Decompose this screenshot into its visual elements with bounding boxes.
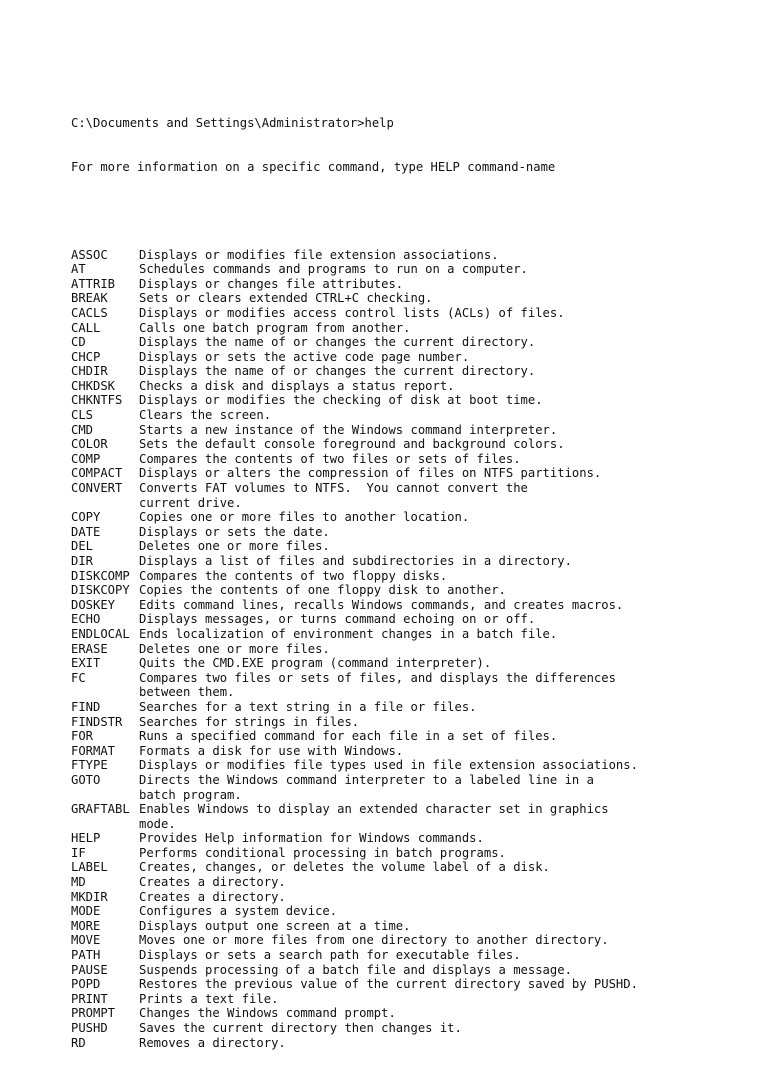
command-description-line: Displays or sets a search path for executable files. bbox=[139, 948, 521, 963]
command-description-line: mode. bbox=[139, 816, 176, 831]
command-name: CALL bbox=[71, 320, 101, 335]
command-description-line: Restores the previous value of the current directory saved by PUSHD. bbox=[139, 977, 638, 992]
command-row bbox=[71, 642, 751, 657]
command-description bbox=[139, 992, 751, 1007]
command-description bbox=[139, 1036, 751, 1051]
command-name: CHKNTFS bbox=[71, 393, 123, 408]
command-name: ECHO bbox=[71, 612, 101, 627]
command-name: DATE bbox=[71, 524, 101, 539]
command-name: FOR bbox=[71, 729, 94, 744]
command-row bbox=[71, 379, 751, 394]
command-name: FORMAT bbox=[71, 743, 116, 758]
command-description bbox=[139, 1021, 751, 1036]
command-row bbox=[71, 992, 751, 1007]
command-row bbox=[71, 933, 751, 948]
command-description-line: Displays or alters the compression of files on NTFS partitions. bbox=[139, 466, 602, 481]
command-description-line: Prints a text file. bbox=[139, 991, 279, 1006]
command-name: CD bbox=[71, 335, 86, 350]
command-name: EXIT bbox=[71, 656, 101, 671]
command-list bbox=[71, 248, 751, 1051]
command-description bbox=[139, 642, 751, 657]
command-description-line: Displays or modifies access control lists (ACLs) of files. bbox=[139, 305, 565, 320]
command-row bbox=[71, 554, 751, 569]
command-row bbox=[71, 715, 751, 730]
command-description bbox=[139, 758, 751, 773]
command-description-line: Changes the Windows command prompt. bbox=[139, 1006, 396, 1021]
command-name: FIND bbox=[71, 699, 101, 714]
command-description-line: Displays or sets the date. bbox=[139, 524, 330, 539]
command-row bbox=[71, 919, 751, 934]
command-description bbox=[139, 846, 751, 861]
command-name: COMPACT bbox=[71, 466, 123, 481]
command-description bbox=[139, 860, 751, 875]
command-description-line: Displays or modifies file extension associations. bbox=[139, 247, 499, 262]
command-name: POPD bbox=[71, 977, 101, 992]
command-name: CLS bbox=[71, 408, 94, 423]
command-name: COMP bbox=[71, 451, 101, 466]
command-description bbox=[139, 875, 751, 890]
command-row bbox=[71, 321, 751, 336]
command-description bbox=[139, 306, 751, 321]
command-description bbox=[139, 262, 751, 277]
command-description-line: Removes a directory. bbox=[139, 1035, 286, 1050]
command-description-line: Compares the contents of two floppy disks. bbox=[139, 568, 448, 583]
command-description-line: Deletes one or more files. bbox=[139, 539, 330, 554]
command-row bbox=[71, 423, 751, 438]
command-description-line: Starts a new instance of the Windows command interpreter. bbox=[139, 422, 558, 437]
command-description-line: Configures a system device. bbox=[139, 904, 338, 919]
command-description bbox=[139, 890, 751, 905]
command-row bbox=[71, 1021, 751, 1036]
command-row bbox=[71, 831, 751, 846]
command-row bbox=[71, 1036, 751, 1051]
command-description bbox=[139, 321, 751, 336]
command-row bbox=[71, 671, 751, 700]
command-description-line: Calls one batch program from another. bbox=[139, 320, 411, 335]
command-name: AT bbox=[71, 262, 86, 277]
command-description-line: Suspends processing of a batch file and displays a message. bbox=[139, 962, 572, 977]
command-name: LABEL bbox=[71, 860, 108, 875]
command-description-line: Copies one or more files to another location. bbox=[139, 510, 470, 525]
command-description-line: Quits the CMD.EXE program (command interpreter). bbox=[139, 656, 492, 671]
command-name: PATH bbox=[71, 948, 101, 963]
command-description-line: Sets or clears extended CTRL+C checking. bbox=[139, 291, 433, 306]
command-description-line: Displays or sets the active code page number. bbox=[139, 349, 470, 364]
command-name: FINDSTR bbox=[71, 714, 123, 729]
command-row bbox=[71, 758, 751, 773]
command-name: COPY bbox=[71, 510, 101, 525]
command-description-line: Converts FAT volumes to NTFS. You cannot convert the bbox=[139, 481, 528, 496]
command-row bbox=[71, 510, 751, 525]
command-description bbox=[139, 700, 751, 715]
command-name: PRINT bbox=[71, 991, 108, 1006]
command-row bbox=[71, 963, 751, 978]
command-name: COLOR bbox=[71, 437, 108, 452]
command-description bbox=[139, 977, 751, 992]
command-description bbox=[139, 539, 751, 554]
command-name: CACLS bbox=[71, 305, 108, 320]
command-description-line: Displays or changes file attributes. bbox=[139, 276, 404, 291]
command-description-line: Displays the name of or changes the current directory. bbox=[139, 364, 536, 379]
command-row bbox=[71, 248, 751, 263]
command-description bbox=[139, 583, 751, 598]
command-description-line: Compares the contents of two files or sets of files. bbox=[139, 451, 521, 466]
command-description bbox=[139, 948, 751, 963]
command-name: FTYPE bbox=[71, 758, 108, 773]
command-description-line: Saves the current directory then changes it. bbox=[139, 1021, 462, 1035]
command-description-line: batch program. bbox=[139, 787, 242, 802]
command-description bbox=[139, 598, 751, 613]
command-row bbox=[71, 890, 751, 905]
command-row bbox=[71, 350, 751, 365]
command-description bbox=[139, 1006, 751, 1021]
command-name: MOVE bbox=[71, 933, 101, 948]
command-description-line: Displays or modifies the checking of disk at boot time. bbox=[139, 393, 543, 408]
command-name: ASSOC bbox=[71, 247, 108, 262]
command-name: ATTRIB bbox=[71, 276, 116, 291]
command-description-line: Ends localization of environment changes in a batch file. bbox=[139, 626, 558, 641]
command-row bbox=[71, 860, 751, 875]
command-name: MKDIR bbox=[71, 889, 108, 904]
command-row bbox=[71, 306, 751, 321]
command-description-line: Copies the contents of one floppy disk to another. bbox=[139, 583, 506, 598]
command-name: CHKDSK bbox=[71, 378, 116, 393]
command-name: RD bbox=[71, 1035, 86, 1050]
command-row bbox=[71, 437, 751, 452]
command-row bbox=[71, 262, 751, 277]
command-name: ENDLOCAL bbox=[71, 626, 130, 641]
command-description-line: Checks a disk and displays a status report. bbox=[139, 378, 455, 393]
command-description-line: Creates a directory. bbox=[139, 875, 286, 890]
command-name: PAUSE bbox=[71, 962, 108, 977]
command-name: CMD bbox=[71, 422, 94, 437]
command-description-line: Edits command lines, recalls Windows commands, and creates macros. bbox=[139, 597, 624, 612]
command-row bbox=[71, 977, 751, 992]
command-description bbox=[139, 744, 751, 759]
command-description bbox=[139, 452, 751, 467]
command-row bbox=[71, 364, 751, 379]
command-name: IF bbox=[71, 845, 86, 860]
command-row bbox=[71, 729, 751, 744]
command-description bbox=[139, 248, 751, 263]
command-description bbox=[139, 481, 751, 510]
command-name: DISKCOPY bbox=[71, 583, 130, 598]
command-description-line: Schedules commands and programs to run on a computer. bbox=[139, 262, 528, 277]
command-row bbox=[71, 700, 751, 715]
command-row bbox=[71, 583, 751, 598]
command-name: CHDIR bbox=[71, 364, 108, 379]
command-description-line: Compares two files or sets of files, and displays the differences bbox=[139, 670, 616, 685]
help-intro-text: For more information on a specific command, type HELP command-name bbox=[71, 159, 556, 174]
command-description bbox=[139, 277, 751, 292]
command-description-line: Displays a list of files and subdirectories in a directory. bbox=[139, 554, 572, 568]
command-name: PROMPT bbox=[71, 1006, 116, 1021]
command-description bbox=[139, 364, 751, 379]
command-name: DIR bbox=[71, 554, 94, 568]
command-prompt-line: C:\Documents and Settings\Administrator>help bbox=[71, 116, 394, 131]
command-name: MORE bbox=[71, 918, 101, 933]
command-name: ERASE bbox=[71, 641, 108, 656]
blank-line bbox=[71, 204, 751, 219]
command-row bbox=[71, 466, 751, 481]
command-description-line: Sets the default console foreground and background colors. bbox=[139, 437, 565, 452]
command-description bbox=[139, 423, 751, 438]
command-row bbox=[71, 393, 751, 408]
command-description-line: Directs the Windows command interpreter to a labeled line in a bbox=[139, 772, 594, 787]
command-name: HELP bbox=[71, 831, 101, 846]
command-description bbox=[139, 554, 751, 569]
command-description bbox=[139, 510, 751, 525]
command-row bbox=[71, 627, 751, 642]
command-name: MD bbox=[71, 875, 86, 890]
command-description bbox=[139, 773, 751, 802]
command-description bbox=[139, 715, 751, 730]
command-name: FC bbox=[71, 670, 86, 685]
command-row bbox=[71, 1006, 751, 1021]
command-description bbox=[139, 612, 751, 627]
command-description bbox=[139, 802, 751, 831]
command-description bbox=[139, 350, 751, 365]
command-description bbox=[139, 466, 751, 481]
command-name: DOSKEY bbox=[71, 597, 116, 612]
command-row bbox=[71, 875, 751, 890]
command-row bbox=[71, 612, 751, 627]
command-row bbox=[71, 452, 751, 467]
command-description bbox=[139, 408, 751, 423]
command-description-line: Searches for strings in files. bbox=[139, 714, 360, 729]
command-description bbox=[139, 627, 751, 642]
command-description-line: Displays or modifies file types used in file extension associations. bbox=[139, 758, 638, 773]
command-description-line: Enables Windows to display an extended character set in graphics bbox=[139, 802, 609, 817]
command-name: BREAK bbox=[71, 291, 108, 306]
command-name: CONVERT bbox=[71, 481, 123, 496]
command-description-line: Displays messages, or turns command echoing on or off. bbox=[139, 612, 536, 627]
command-description-line: Moves one or more files from one directory to another directory. bbox=[139, 933, 609, 948]
command-description-line: Clears the screen. bbox=[139, 408, 272, 423]
command-row bbox=[71, 525, 751, 540]
command-description-line: Deletes one or more files. bbox=[139, 641, 330, 656]
command-description-line: Creates a directory. bbox=[139, 889, 286, 904]
command-row bbox=[71, 481, 751, 510]
command-row bbox=[71, 291, 751, 306]
command-description-line: Searches for a text string in a file or files. bbox=[139, 699, 477, 714]
command-name: PUSHD bbox=[71, 1021, 108, 1035]
command-description bbox=[139, 291, 751, 306]
command-row bbox=[71, 773, 751, 802]
command-description bbox=[139, 525, 751, 540]
command-name: DEL bbox=[71, 539, 94, 554]
command-description bbox=[139, 963, 751, 978]
command-name: DISKCOMP bbox=[71, 568, 130, 583]
command-row bbox=[71, 744, 751, 759]
command-name: GOTO bbox=[71, 772, 101, 787]
command-description bbox=[139, 335, 751, 350]
command-row bbox=[71, 335, 751, 350]
command-description bbox=[139, 393, 751, 408]
command-name: GRAFTABL bbox=[71, 802, 130, 817]
command-row bbox=[71, 598, 751, 613]
command-description bbox=[139, 904, 751, 919]
command-description bbox=[139, 437, 751, 452]
command-name: MODE bbox=[71, 904, 101, 919]
command-description bbox=[139, 569, 751, 584]
command-row bbox=[71, 802, 751, 831]
command-description-line: current drive. bbox=[139, 495, 242, 510]
command-description bbox=[139, 729, 751, 744]
command-row bbox=[71, 539, 751, 554]
command-name: CHCP bbox=[71, 349, 101, 364]
command-description bbox=[139, 919, 751, 934]
command-row bbox=[71, 277, 751, 292]
command-description bbox=[139, 831, 751, 846]
command-description bbox=[139, 671, 751, 700]
console-output bbox=[71, 87, 751, 1065]
command-row bbox=[71, 656, 751, 671]
command-description-line: Performs conditional processing in batch programs. bbox=[139, 845, 506, 860]
command-description-line: Creates, changes, or deletes the volume label of a disk. bbox=[139, 860, 550, 875]
command-description-line: Runs a specified command for each file in a set of files. bbox=[139, 729, 558, 744]
command-row bbox=[71, 408, 751, 423]
command-row bbox=[71, 904, 751, 919]
command-description-line: between them. bbox=[139, 685, 235, 700]
command-description bbox=[139, 933, 751, 948]
command-row bbox=[71, 846, 751, 861]
command-row bbox=[71, 569, 751, 584]
command-description bbox=[139, 656, 751, 671]
command-description bbox=[139, 379, 751, 394]
command-description-line: Provides Help information for Windows commands. bbox=[139, 831, 484, 846]
command-row bbox=[71, 948, 751, 963]
command-description-line: Formats a disk for use with Windows. bbox=[139, 743, 404, 758]
command-description-line: Displays output one screen at a time. bbox=[139, 918, 411, 933]
command-description-line: Displays the name of or changes the current directory. bbox=[139, 335, 536, 350]
